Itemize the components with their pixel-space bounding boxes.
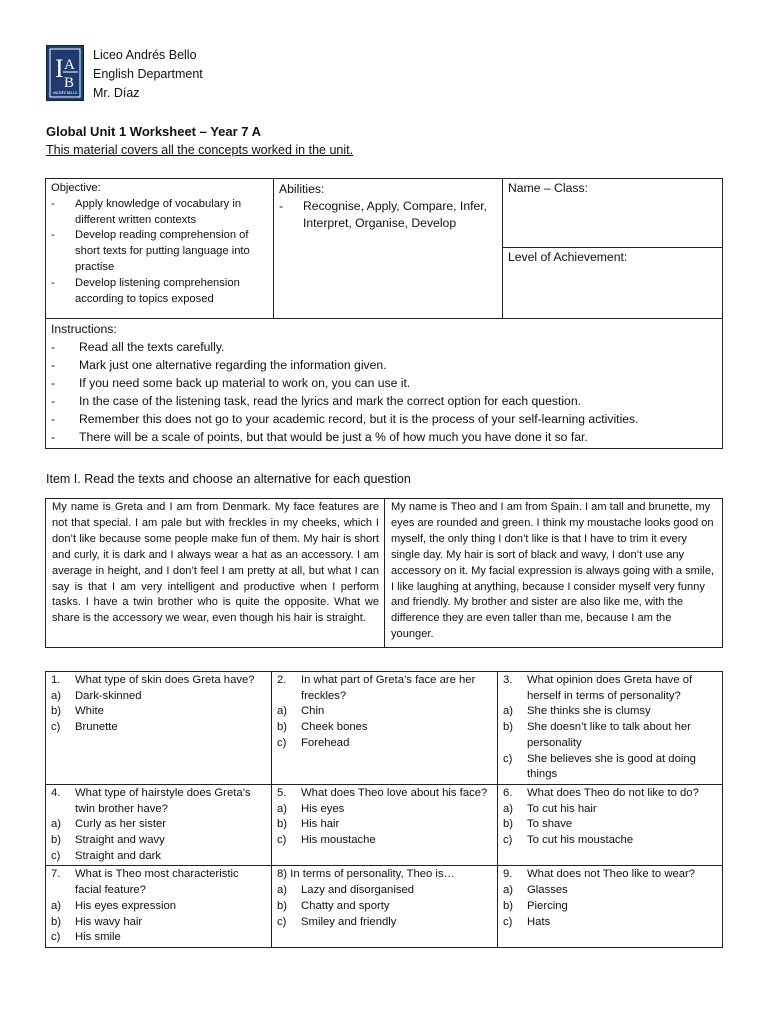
objective-item: - Apply knowledge of vocabulary in different written contexts bbox=[51, 197, 268, 229]
question-cell bbox=[498, 784, 723, 866]
question-text: 3. What opinion does Greta have of herself in terms of personality? bbox=[503, 674, 693, 702]
svg-text:A: A bbox=[64, 57, 75, 73]
worksheet-subtitle: This material covers all the concepts worked in the unit. bbox=[46, 143, 354, 157]
option-b[interactable]: b) To shave bbox=[503, 818, 573, 831]
option-c[interactable]: c) His smile bbox=[51, 931, 121, 944]
option-c[interactable]: c) Smiley and friendly bbox=[277, 915, 397, 928]
instruction-item: - There will be a scale of points, but that would be just a % of how much you have done it so far. bbox=[51, 428, 717, 446]
question-cell bbox=[498, 866, 723, 948]
option-b[interactable]: b) His hair bbox=[277, 818, 340, 831]
school-logo bbox=[46, 45, 84, 101]
question-text: 6. What does Theo do not like to do? bbox=[503, 786, 699, 799]
question-cell bbox=[272, 866, 498, 948]
name-level-cell bbox=[503, 179, 723, 319]
option-b[interactable]: b) Straight and wavy bbox=[51, 834, 165, 847]
instructions-label: Instructions: bbox=[51, 322, 117, 336]
option-c[interactable]: c) Forehead bbox=[277, 736, 350, 749]
option-c[interactable]: c) Straight and dark bbox=[51, 849, 162, 862]
svg-text:B: B bbox=[64, 75, 75, 91]
abilities-list bbox=[279, 198, 497, 232]
option-a[interactable]: a) His eyes bbox=[277, 802, 345, 815]
option-c[interactable]: c) To cut his moustache bbox=[503, 834, 634, 847]
option-a[interactable]: a) Glasses bbox=[503, 884, 568, 897]
level-label: Level of Achievement: bbox=[508, 250, 628, 264]
option-a[interactable]: a) To cut his hair bbox=[503, 802, 597, 815]
instruction-item: - Mark just one alternative regarding the information given. bbox=[51, 356, 717, 374]
abilities-label: Abilities: bbox=[279, 182, 325, 196]
question-text: 2. In what part of Greta’s face are her freckles? bbox=[277, 674, 476, 702]
instruction-item: - If you need some back up material to work on, you can use it. bbox=[51, 374, 717, 392]
question-cell bbox=[46, 866, 272, 948]
svg-text:ANDRÉS BELLO: ANDRÉS BELLO bbox=[52, 91, 78, 95]
question-cell bbox=[46, 784, 272, 866]
svg-text:I: I bbox=[55, 54, 64, 83]
item-one-title: Item I. Read the texts and choose an alternative for each question bbox=[46, 472, 411, 486]
objective-item: - Develop listening comprehension according to topics exposed bbox=[51, 276, 268, 308]
abilities-item: - Recognise, Apply, Compare, Infer, Interpret, Organise, Develop bbox=[279, 198, 497, 232]
option-a[interactable]: a) Dark-skinned bbox=[51, 689, 142, 702]
name-level-inner bbox=[503, 179, 722, 318]
reading-texts-table bbox=[45, 498, 723, 648]
option-c[interactable]: c) His moustache bbox=[277, 834, 376, 847]
question-text: 9. What does not Theo like to wear? bbox=[503, 868, 696, 881]
name-class-field[interactable] bbox=[503, 179, 722, 248]
option-c[interactable]: c) She believes she is good at doing things bbox=[503, 752, 696, 781]
level-field[interactable] bbox=[503, 248, 722, 319]
option-a[interactable]: a) Lazy and disorganised bbox=[277, 884, 415, 897]
question-text: 5. What does Theo love about his face? bbox=[277, 786, 488, 799]
objective-cell bbox=[46, 179, 274, 319]
greta-text: My name is Greta and I am from Denmark. My face features are not that special. I am pale but with freckles in my cheeks, which I don’t like because some people make fun of them. My hair is short and curly, it is dark and I always wear a hat as an accessory. I am average in height, and I don’t feel I am pretty at all, but what I can say is that I am very intelligent and productive when I perform tasks. I have a twin brother who is quite the opposite. What we share is the accessory we wear, even though his hair is straight. bbox=[46, 499, 385, 648]
objective-item: - Develop reading comprehension of short texts for putting language into practise bbox=[51, 228, 268, 275]
abilities-cell bbox=[274, 179, 503, 319]
option-b[interactable]: b) Piercing bbox=[503, 899, 568, 912]
question-cell bbox=[498, 672, 723, 785]
objective-label: Objective: bbox=[51, 182, 101, 194]
department-name: English Department bbox=[93, 67, 203, 81]
option-b[interactable]: b) White bbox=[51, 705, 104, 718]
option-a[interactable]: a) Chin bbox=[277, 705, 325, 718]
questions-table bbox=[45, 671, 723, 948]
question-text: 4. What type of hairstyle does Greta’s twin brother have? bbox=[51, 786, 251, 815]
option-c[interactable]: c) Brunette bbox=[51, 721, 118, 734]
option-c[interactable]: c) Hats bbox=[503, 915, 551, 928]
option-b[interactable]: b) She doesn’t like to talk about her personality bbox=[503, 721, 691, 749]
question-cell bbox=[272, 784, 498, 866]
instruction-item: - In the case of the listening task, read the lyrics and mark the correct option for each question. bbox=[51, 392, 717, 410]
instructions-cell bbox=[46, 319, 723, 449]
option-b[interactable]: b) Cheek bones bbox=[277, 721, 368, 734]
question-cell bbox=[46, 672, 272, 785]
option-a[interactable]: a) His eyes expression bbox=[51, 899, 177, 912]
option-b[interactable]: b) His wavy hair bbox=[51, 915, 143, 928]
instruction-item: - Read all the texts carefully. bbox=[51, 338, 717, 356]
option-a[interactable]: a) She thinks she is clumsy bbox=[503, 705, 651, 718]
option-a[interactable]: a) Curly as her sister bbox=[51, 818, 167, 831]
instructions-list bbox=[51, 338, 717, 446]
theo-text: My name is Theo and I am from Spain. I am tall and brunette, my eyes are rounded and green. I think my moustache looks good on myself, the only thing I don’t like is that I have to trim it every single day. My hair is sort of black and wavy, I don’t use any accessory on it. My facial expression is always going with a smile, I like laughing at anything, because I consider myself very funny and friendly. My brother and sister are also like me, with the difference they are even taller than me, because I am the younger. bbox=[385, 499, 723, 648]
question-text: 7. What is Theo most characteristic facial feature? bbox=[51, 868, 239, 897]
question-text: 8) In terms of personality, Theo is… bbox=[277, 868, 455, 881]
name-class-label: Name – Class: bbox=[508, 181, 588, 195]
teacher-name: Mr. Díaz bbox=[93, 86, 140, 100]
school-name: Liceo Andrés Bello bbox=[93, 48, 197, 62]
option-b[interactable]: b) Chatty and sporty bbox=[277, 899, 390, 912]
question-text: 1. What type of skin does Greta have? bbox=[51, 674, 255, 686]
question-cell bbox=[272, 672, 498, 785]
objective-list bbox=[51, 197, 268, 308]
instruction-item: - Remember this does not go to your academic record, but it is the process of your self-learning activities. bbox=[51, 410, 717, 428]
objectives-table bbox=[45, 178, 723, 449]
header-info bbox=[93, 46, 203, 103]
worksheet-title: Global Unit 1 Worksheet – Year 7 A bbox=[46, 124, 262, 139]
